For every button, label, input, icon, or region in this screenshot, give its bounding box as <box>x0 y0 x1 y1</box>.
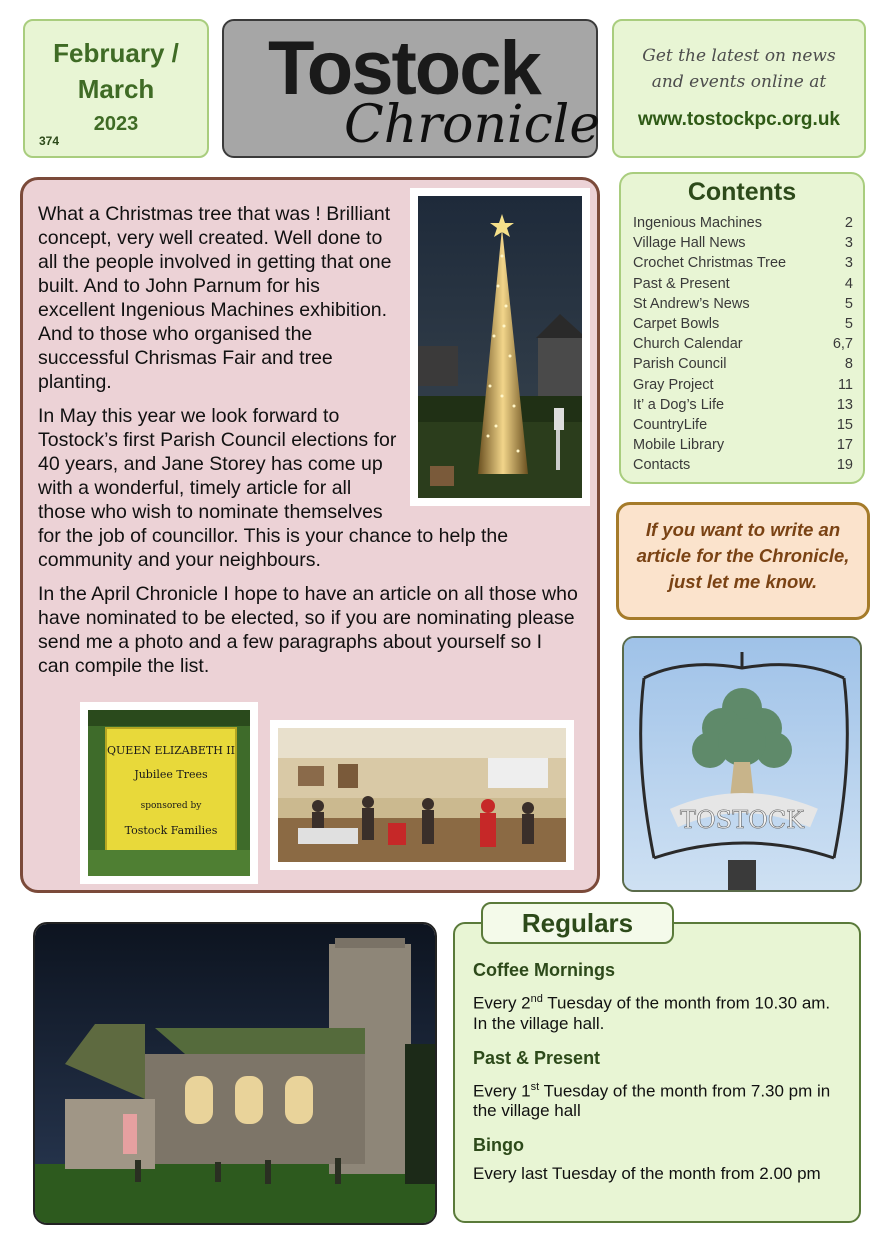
contents-item[interactable]: Past & Present 4 <box>633 275 853 292</box>
sign-line-3: sponsored by <box>140 801 202 811</box>
contents-item[interactable]: Church Calendar 6,7 <box>633 336 853 353</box>
contents-item[interactable]: Ingenious Machines 2 <box>633 215 853 231</box>
regulars-panel <box>453 922 861 1223</box>
contents-item[interactable]: CountryLife 15 <box>633 417 853 434</box>
church-photo <box>33 922 437 1225</box>
church-image <box>35 924 437 1225</box>
masthead <box>222 19 601 158</box>
christmas-tree-photo <box>410 188 590 506</box>
website-tagline: Get the latest on news and events online at <box>642 46 836 92</box>
past-present-text: Every 1st Tuesday of the month from 7.30 pm in the village hall <box>473 1080 831 1121</box>
past-present-title: Past & Present <box>473 1047 601 1068</box>
sign-line-4: Tostock Families <box>124 824 218 837</box>
christmas-tree-image <box>418 196 582 498</box>
bingo-text: Every last Tuesday of the month from 2.00 pm <box>473 1164 821 1184</box>
issue-year: 2023 <box>93 113 139 135</box>
village-sign-image <box>624 638 862 892</box>
jubilee-sign-image <box>88 710 250 876</box>
village-sign-photo <box>622 636 862 892</box>
website-url[interactable]: www.tostockpc.org.uk <box>638 109 840 130</box>
christmas-fair-image <box>278 728 566 862</box>
masthead-title: Tostock <box>268 26 540 111</box>
bingo-title: Bingo <box>473 1135 524 1156</box>
contents-item[interactable]: It’ a Dog’s Life 13 <box>633 396 853 413</box>
website-box <box>612 19 866 158</box>
coffee-mornings-text: Every 2nd Tuesday of the month from 10.30 am. In the village hall. <box>473 993 831 1033</box>
issue-date-box <box>23 19 209 158</box>
regulars-heading: Regulars <box>481 902 674 944</box>
sign-line-2: Jubilee Trees <box>134 768 208 781</box>
contents-item[interactable]: Parish Council 8 <box>633 356 853 373</box>
contents-item[interactable]: Carpet Bowls 5 <box>633 316 853 333</box>
contents-item[interactable]: Gray Project 11 <box>633 376 853 393</box>
article-paragraph-2: In May this year we look forward to Tostock’s first Parish Council elections for 40 years, and Jane Storey has come up with a wonderful, timely article for all those who wish to nominate themselves for the job of councillor. This is your chance to help the community and your neighbours. <box>38 405 509 571</box>
contents-heading: Contents <box>687 178 797 206</box>
contents-item[interactable]: Mobile Library 17 <box>633 437 853 454</box>
issue-month: February / March <box>53 38 179 104</box>
article-paragraph-3: In the April Chronicle I hope to have an article on all those who have nominated to be elected, so if you are nominating please send me a photo and a few paragraphs about yourself so I can compile the list. <box>38 583 578 677</box>
contents-item[interactable]: Crochet Christmas Tree 3 <box>633 255 853 272</box>
contents-item[interactable]: Village Hall News 3 <box>633 235 853 252</box>
masthead-subtitle: Chronicle <box>344 95 601 155</box>
contents-list <box>633 213 853 476</box>
christmas-fair-photo <box>270 720 574 870</box>
article-paragraph-1: What a Christmas tree that was ! Brilliant concept, very well created. Well done to all the people involved in getting that one built. And to John Parnum for his excellent Ingenious Machines exhibition. And to those who organised the successful Chrismas Fair and tree planting. <box>38 203 392 393</box>
jubilee-sign-photo <box>80 702 258 884</box>
village-sign-text: TOSTOCK <box>679 806 805 834</box>
contents-item[interactable]: St Andrew’s News 5 <box>633 295 853 312</box>
contents-panel <box>619 172 865 484</box>
sign-line-1: QUEEN ELIZABETH II <box>107 744 235 757</box>
contents-item[interactable]: Contacts 19 <box>633 457 853 474</box>
write-article-message: If you want to write an article for the Chronicle, just let me know. <box>636 519 850 592</box>
issue-number: 374 <box>39 134 60 148</box>
coffee-mornings-title: Coffee Mornings <box>473 960 615 980</box>
write-article-callout <box>616 502 870 620</box>
